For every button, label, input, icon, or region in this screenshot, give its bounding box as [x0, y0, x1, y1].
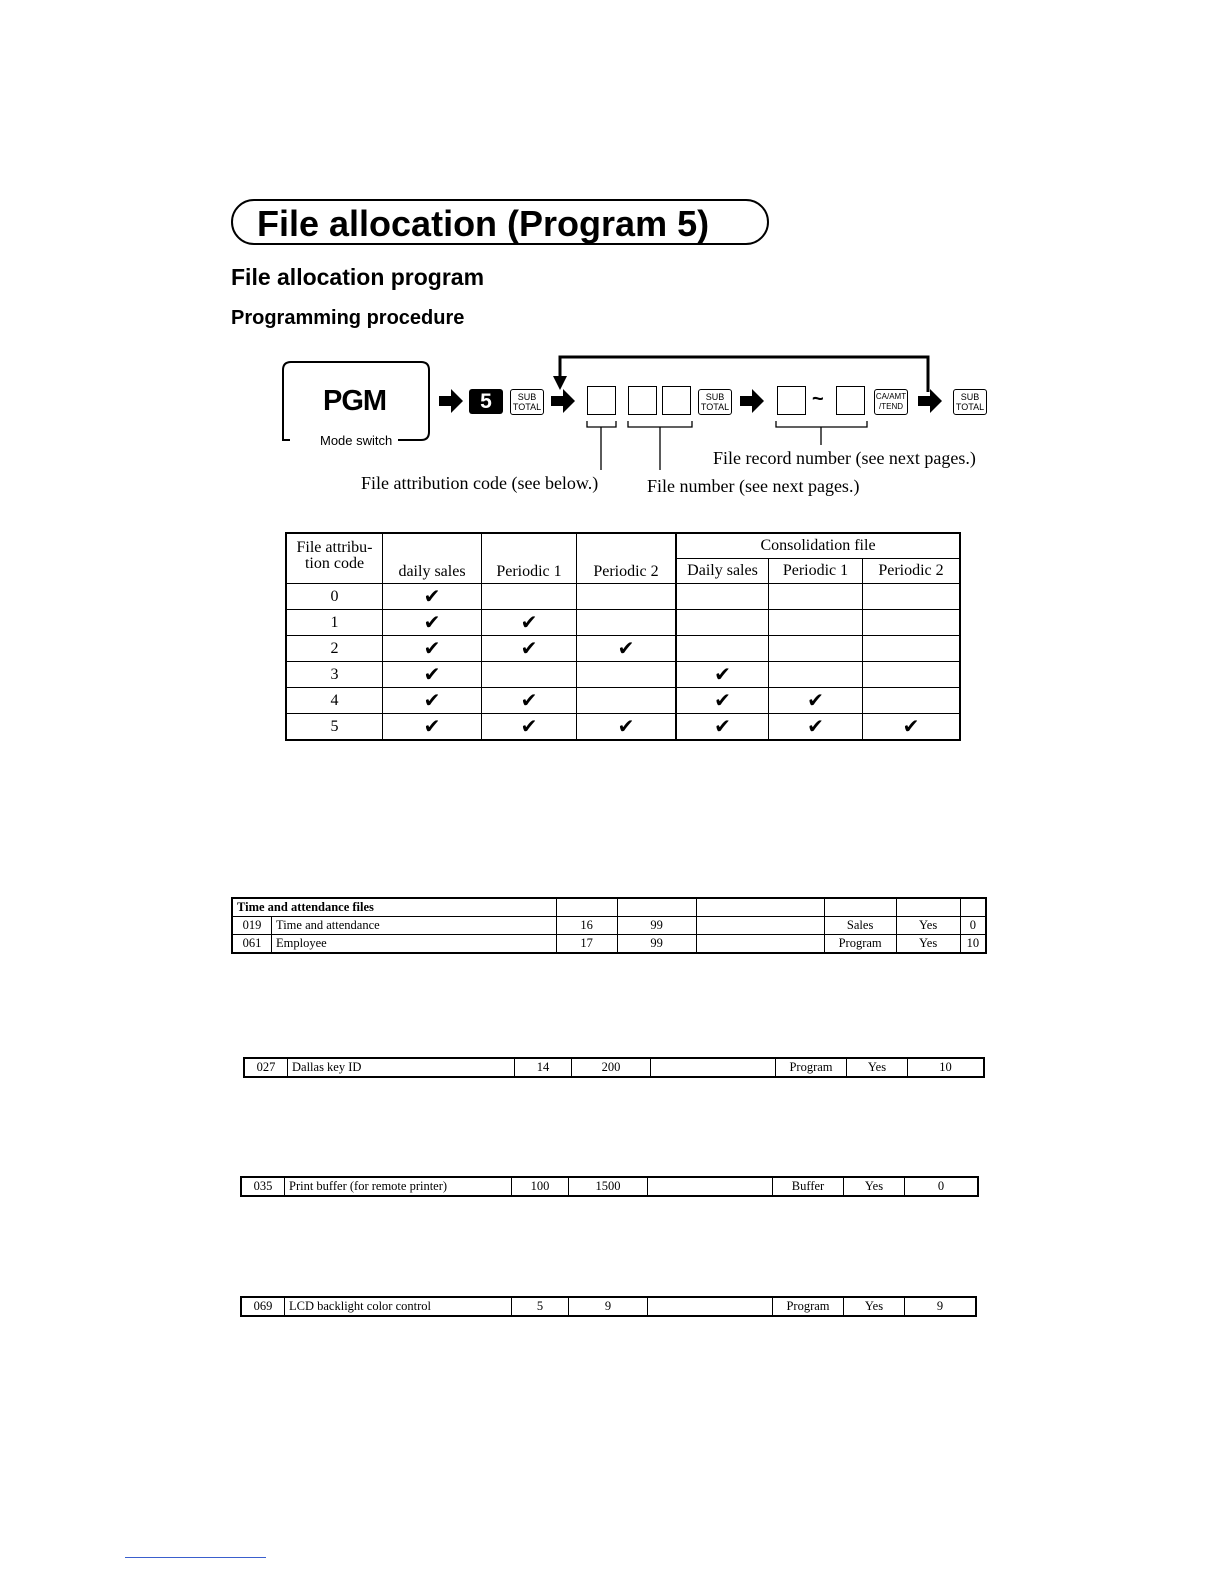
- file-type: Sales: [824, 917, 896, 935]
- key-label: TOTAL: [955, 402, 985, 412]
- record-start-box[interactable]: [777, 386, 806, 415]
- record-number-label: File record number (see next pages.): [713, 448, 976, 468]
- table-cell: [863, 584, 961, 610]
- file-type: Program: [824, 935, 896, 954]
- table-cell: [648, 1177, 773, 1196]
- column-header: [286, 533, 383, 584]
- checkmark-icon: ✔: [482, 714, 577, 741]
- table-cell: [769, 610, 863, 636]
- table-cell: [556, 898, 617, 917]
- arrow-down-icon: [553, 376, 567, 390]
- key-label: TOTAL: [512, 402, 542, 412]
- table-cell: [676, 584, 769, 610]
- table-header-row: [286, 533, 960, 559]
- table-cell: [896, 898, 960, 917]
- footer-link-underline: [125, 1557, 266, 1558]
- checkmark-icon: ✔: [769, 714, 863, 741]
- checkmark-icon: ✔: [482, 610, 577, 636]
- attribution-code: 0: [286, 584, 383, 610]
- table-cell: [577, 688, 677, 714]
- column-header: Periodic 1: [482, 533, 577, 584]
- record-count: 9: [569, 1297, 648, 1316]
- file-number-box-2[interactable]: [662, 386, 691, 415]
- table-row: [286, 610, 960, 636]
- file-type: Program: [776, 1058, 847, 1077]
- file-flag: Yes: [896, 935, 960, 954]
- record-count: 99: [617, 935, 696, 954]
- checkmark-icon: ✔: [482, 688, 577, 714]
- key-label: /TEND: [879, 402, 903, 411]
- attribution-code: 2: [286, 636, 383, 662]
- file-code: 027: [244, 1058, 288, 1077]
- file-value: 9: [905, 1297, 977, 1316]
- file-value: 10: [908, 1058, 985, 1077]
- file-value: 10: [960, 935, 986, 954]
- procedure-diagram: [0, 0, 1224, 520]
- table-row: [232, 935, 986, 954]
- range-separator: ~: [812, 388, 824, 410]
- attribution-code: 4: [286, 688, 383, 714]
- file-name: Time and attendance: [272, 917, 557, 935]
- key-label: TOTAL: [700, 402, 730, 412]
- file-flag: Yes: [844, 1297, 905, 1316]
- table-cell: [863, 610, 961, 636]
- record-count: 1500: [569, 1177, 648, 1196]
- attribution-code-box[interactable]: [587, 386, 616, 415]
- file-number: 5: [512, 1297, 569, 1316]
- file-flag: Yes: [896, 917, 960, 935]
- file-name: Print buffer (for remote printer): [285, 1177, 512, 1196]
- key-label: SUB: [960, 392, 980, 402]
- file-code: 019: [232, 917, 272, 935]
- numeric-key-5[interactable]: 5: [469, 389, 503, 414]
- checkmark-icon: ✔: [577, 636, 677, 662]
- file-number: 17: [556, 935, 617, 954]
- print-buffer-table: [240, 1176, 979, 1197]
- section-heading: File allocation program: [231, 264, 485, 290]
- table-row: [232, 898, 986, 917]
- table-cell: [648, 1297, 773, 1316]
- file-name: Employee: [272, 935, 557, 954]
- attribution-code: 1: [286, 610, 383, 636]
- table-row: [241, 1177, 978, 1196]
- attribution-code: 3: [286, 662, 383, 688]
- table-row: [286, 688, 960, 714]
- checkmark-icon: ✔: [863, 714, 961, 741]
- checkmark-icon: ✔: [676, 662, 769, 688]
- file-number: 100: [512, 1177, 569, 1196]
- table-cell: [696, 935, 824, 954]
- table-cell: [482, 584, 577, 610]
- column-header: Daily sales: [676, 559, 769, 584]
- table-cell: [863, 662, 961, 688]
- key-label: SUB: [705, 392, 725, 402]
- checkmark-icon: ✔: [676, 714, 769, 741]
- key-label: CA/AMT: [875, 392, 907, 401]
- arrow-icon: [439, 389, 463, 413]
- table-row: [286, 584, 960, 610]
- checkmark-icon: ✔: [383, 636, 482, 662]
- arrow-icon: [740, 389, 764, 413]
- column-group-header: Consolidation file: [676, 533, 960, 559]
- checkmark-icon: ✔: [383, 662, 482, 688]
- table-cell: [676, 610, 769, 636]
- record-count: 99: [617, 917, 696, 935]
- file-number: 16: [556, 917, 617, 935]
- checkmark-icon: ✔: [383, 714, 482, 741]
- table-cell: [863, 688, 961, 714]
- table-section-heading: Time and attendance files: [232, 898, 556, 917]
- header-text: File attribu-: [296, 539, 373, 556]
- dallas-key-table: [243, 1057, 985, 1078]
- subtotal-key[interactable]: [698, 389, 732, 415]
- header-text: tion code: [304, 555, 365, 572]
- subsection-heading: Programming procedure: [231, 307, 465, 329]
- checkmark-icon: ✔: [769, 688, 863, 714]
- page-title: File allocation (Program 5): [257, 203, 710, 244]
- record-end-box[interactable]: [836, 386, 865, 415]
- file-value: 0: [905, 1177, 979, 1196]
- file-name: LCD backlight color control: [285, 1297, 512, 1316]
- column-header: Periodic 2: [863, 559, 961, 584]
- column-header: Periodic 2: [577, 533, 677, 584]
- table-cell: [824, 898, 896, 917]
- table-cell: [482, 662, 577, 688]
- checkmark-icon: ✔: [577, 714, 677, 741]
- file-code: 035: [241, 1177, 285, 1196]
- arrow-icon: [918, 389, 942, 413]
- checkmark-icon: ✔: [383, 610, 482, 636]
- file-number-label: File number (see next pages.): [647, 476, 860, 496]
- record-count: 200: [572, 1058, 651, 1077]
- arrow-icon: [551, 389, 575, 413]
- time-attendance-table: [231, 897, 987, 954]
- attribution-code: 5: [286, 714, 383, 741]
- table-row: [286, 636, 960, 662]
- key-label: SUB: [517, 392, 537, 402]
- attribution-table: [285, 532, 961, 741]
- table-cell: [617, 898, 696, 917]
- table-row: [241, 1297, 976, 1316]
- pgm-key-label: PGM: [323, 385, 387, 417]
- table-cell: [696, 898, 824, 917]
- table-cell: [577, 584, 677, 610]
- file-flag: Yes: [844, 1177, 905, 1196]
- table-row: [286, 662, 960, 688]
- lcd-backlight-table: [240, 1296, 977, 1317]
- table-cell: [960, 898, 986, 917]
- table-cell: [696, 917, 824, 935]
- checkmark-icon: ✔: [383, 584, 482, 610]
- table-row: [286, 714, 960, 741]
- file-flag: Yes: [847, 1058, 908, 1077]
- table-cell: [676, 636, 769, 662]
- table-row: [244, 1058, 984, 1077]
- checkmark-icon: ✔: [676, 688, 769, 714]
- file-value: 0: [960, 917, 986, 935]
- file-code: 069: [241, 1297, 285, 1316]
- checkmark-icon: ✔: [482, 636, 577, 662]
- table-cell: [577, 662, 677, 688]
- file-number: 14: [515, 1058, 572, 1077]
- file-name: Dallas key ID: [288, 1058, 515, 1077]
- table-cell: [863, 636, 961, 662]
- column-header: Periodic 1: [769, 559, 863, 584]
- table-cell: [769, 584, 863, 610]
- subtotal-key[interactable]: [953, 389, 987, 415]
- attribution-code-label: File attribution code (see below.): [361, 473, 599, 493]
- table-cell: [651, 1058, 776, 1077]
- table-row: [232, 917, 986, 935]
- mode-switch-caption: Mode switch: [320, 433, 393, 448]
- ca-amt-tend-key[interactable]: [874, 389, 908, 415]
- file-type: Program: [773, 1297, 844, 1316]
- subtotal-key[interactable]: [510, 389, 544, 415]
- table-cell: [577, 610, 677, 636]
- file-type: Buffer: [773, 1177, 844, 1196]
- file-code: 061: [232, 935, 272, 954]
- column-header: daily sales: [383, 533, 482, 584]
- table-cell: [769, 662, 863, 688]
- table-cell: [769, 636, 863, 662]
- checkmark-icon: ✔: [383, 688, 482, 714]
- file-number-box-1[interactable]: [628, 386, 657, 415]
